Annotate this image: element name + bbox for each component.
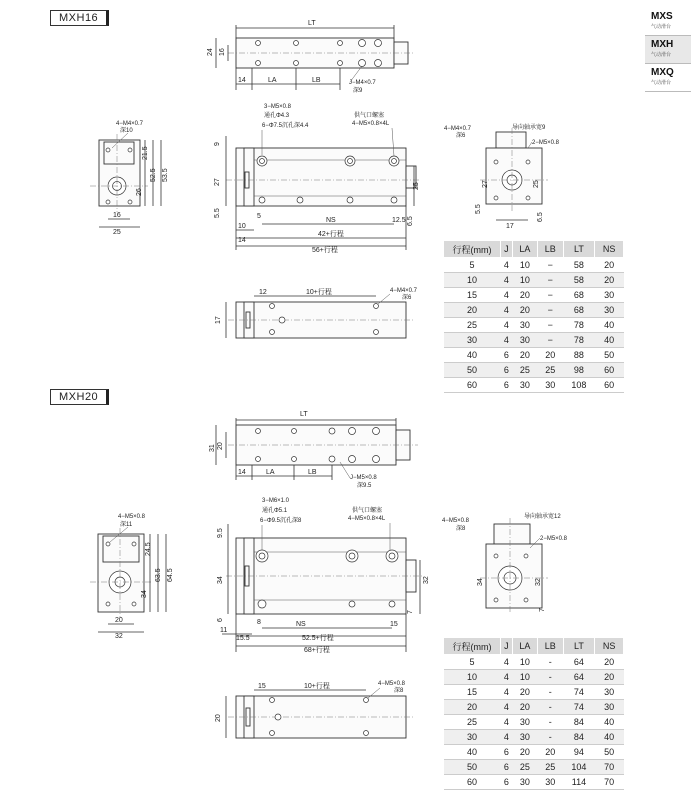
dim-20: 20 <box>215 714 222 722</box>
sidebar-item-code: MXQ <box>651 67 674 78</box>
dim-21-5: 21.5 <box>142 146 149 160</box>
mxh20-stroke-table <box>443 637 624 790</box>
table-cell: 68 <box>563 288 595 303</box>
table-row <box>444 333 624 348</box>
column-header: LB <box>538 638 563 655</box>
table-row <box>444 685 624 700</box>
column-header: LA <box>512 241 537 258</box>
table-row <box>444 760 624 775</box>
note-j-depth: 深9.5 <box>357 483 372 489</box>
note-port-thread: 4−M5×0.8×4L <box>352 121 390 127</box>
dim-h16: 16 <box>219 48 226 56</box>
note-j-thread: J−M4×0.7 <box>349 80 376 86</box>
table-cell: 6 <box>501 348 513 363</box>
dim-64-5: 64.5 <box>167 568 174 582</box>
note-thread: 4−M4×0.7 <box>444 126 472 132</box>
dim-h20: 20 <box>217 442 224 450</box>
note-thread: 4−M5×0.8 <box>378 681 406 687</box>
table-cell: 94 <box>563 745 595 760</box>
dim-25: 25 <box>533 180 540 188</box>
table-cell: 40 <box>595 333 624 348</box>
dim-63-5: 63.5 <box>155 568 162 582</box>
dim-lb: LB <box>312 77 321 84</box>
table-cell: 25 <box>444 715 501 730</box>
mxh20-end-view <box>90 514 174 640</box>
table-cell: 20 <box>538 745 563 760</box>
table-row <box>444 745 624 760</box>
note-depth: 深8 <box>394 688 404 694</box>
column-header: J <box>501 638 513 655</box>
table-body <box>444 655 624 790</box>
dim-25: 25 <box>113 229 121 236</box>
table-row <box>444 348 624 363</box>
table-cell: 6 <box>501 363 513 378</box>
dim-27: 27 <box>214 178 221 186</box>
sidebar-item-code: MXH <box>651 39 674 50</box>
sidebar-item-label: 气动滑台 <box>651 52 672 58</box>
table-cell: 40 <box>595 730 624 745</box>
table-cell: 20 <box>538 348 563 363</box>
mxh20-side-view <box>217 498 430 654</box>
table-row <box>444 715 624 730</box>
dim-9-5: 9.5 <box>217 528 224 538</box>
table-cell: 10 <box>512 670 537 685</box>
table-row <box>444 670 624 685</box>
table-cell: 15 <box>444 685 501 700</box>
table-cell: − <box>538 273 563 288</box>
table-row <box>444 378 624 393</box>
dim-stroke: 10+行程 <box>306 289 332 296</box>
table-cell: 78 <box>563 333 595 348</box>
table-cell: 4 <box>501 700 513 715</box>
table-cell: 30 <box>512 333 537 348</box>
table-cell: - <box>538 670 563 685</box>
table-cell: 30 <box>595 700 624 715</box>
note-depth: 深11 <box>120 522 133 528</box>
table-cell: 30 <box>512 318 537 333</box>
table-cell: 4 <box>501 333 513 348</box>
table-header-row <box>444 241 624 258</box>
dim-11: 11 <box>220 627 228 634</box>
table-cell: 98 <box>563 363 595 378</box>
sidebar-item-label: 气动滑台 <box>651 80 672 86</box>
column-header: LB <box>538 241 563 258</box>
dim-25: 25 <box>413 182 420 190</box>
note-bearing: 导向轴承宽12 <box>524 514 561 520</box>
column-header: LA <box>512 638 537 655</box>
table-row <box>444 273 624 288</box>
table-cell: 58 <box>563 273 595 288</box>
table-cell: − <box>538 318 563 333</box>
dim-52-5: 52.5 <box>150 168 157 182</box>
table-cell: 20 <box>512 348 537 363</box>
table-cell: 10 <box>512 273 537 288</box>
table-cell: 10 <box>512 655 537 670</box>
table-cell: 30 <box>538 378 563 393</box>
dim-6-5: 6.5 <box>407 216 414 226</box>
table-cell: - <box>538 730 563 745</box>
table-row <box>444 363 624 378</box>
table-cell: 20 <box>512 685 537 700</box>
column-header: LT <box>563 241 595 258</box>
table-cell: 25 <box>512 363 537 378</box>
note-depth: 深8 <box>456 526 466 532</box>
table-cell: 20 <box>595 273 624 288</box>
dim-32: 32 <box>115 633 123 640</box>
dim-ns: NS <box>296 621 306 628</box>
mxh20-bottom-view <box>215 681 414 738</box>
table-cell: 74 <box>563 700 595 715</box>
table-cell: 20 <box>595 670 624 685</box>
mxh16-side-view <box>214 104 420 254</box>
table-cell: - <box>538 700 563 715</box>
dim-lt: LT <box>308 20 316 27</box>
table-cell: 4 <box>501 655 513 670</box>
table-cell: 84 <box>563 715 595 730</box>
dim-stroke: 10+行程 <box>304 683 330 690</box>
column-header: NS <box>595 638 624 655</box>
column-header: 行程(mm) <box>444 241 501 258</box>
table-cell: 6 <box>501 775 513 790</box>
table-cell: 50 <box>444 760 501 775</box>
model-label-mxh20: MXH20 <box>50 389 109 405</box>
table-cell: 4 <box>501 258 513 273</box>
dim-6-5: 6.5 <box>537 212 544 222</box>
table-row <box>444 655 624 670</box>
table-cell: 50 <box>595 348 624 363</box>
table-cell: 74 <box>563 685 595 700</box>
dim-15: 15 <box>390 621 398 628</box>
note-m6: 3−M6×1.0 <box>262 498 290 504</box>
note-thread: 4−M5×0.8 <box>118 514 146 520</box>
table-cell: 4 <box>501 730 513 745</box>
note-bearing: 导向轴承宽9 <box>512 125 546 131</box>
column-header: 行程(mm) <box>444 638 501 655</box>
dim-12: 12 <box>259 289 267 296</box>
table-cell: 5 <box>444 655 501 670</box>
table-cell: 40 <box>595 715 624 730</box>
dim-lt: LT <box>300 411 308 418</box>
mxh16-top-view <box>207 20 415 94</box>
dim-32: 32 <box>535 578 542 586</box>
table-cell: − <box>538 288 563 303</box>
sidebar-item-code: MXS <box>651 11 673 22</box>
note-port: 供气口螺塞 <box>354 113 385 119</box>
table-cell: 6 <box>501 760 513 775</box>
table-cell: 10 <box>512 258 537 273</box>
table-cell: 15 <box>444 288 501 303</box>
table-cell: 40 <box>444 348 501 363</box>
table-cell: 6 <box>501 378 513 393</box>
table-row <box>444 303 624 318</box>
table-header-row <box>444 638 624 655</box>
dim-42: 42+行程 <box>318 231 344 238</box>
dim-h31: 31 <box>209 444 216 452</box>
note-j-depth: 深9 <box>353 88 363 94</box>
table-cell: 25 <box>444 318 501 333</box>
table-cell: 30 <box>444 730 501 745</box>
dim-5-5: 5.5 <box>214 208 221 218</box>
table-row <box>444 318 624 333</box>
table-cell: 4 <box>501 715 513 730</box>
table-cell: 4 <box>501 303 513 318</box>
note-counterbore: 6−Φ7.5沉孔深4.4 <box>262 123 309 129</box>
dim-14: 14 <box>238 237 246 244</box>
dim-17: 17 <box>506 223 514 230</box>
table-cell: 60 <box>444 378 501 393</box>
table-cell: 20 <box>444 303 501 318</box>
table-body <box>444 258 624 393</box>
mxh20-top-view <box>209 411 418 489</box>
mxh20-guide-view <box>442 512 568 614</box>
table-cell: 20 <box>512 303 537 318</box>
table-cell: 104 <box>563 760 595 775</box>
table-cell: 25 <box>538 760 563 775</box>
sidebar-item-label: 气动滑台 <box>651 24 672 30</box>
note-counterbore: 6−Φ9.5沉孔深8 <box>260 518 302 524</box>
dim-27: 27 <box>482 180 489 188</box>
dim-12-5: 12.5 <box>392 217 406 224</box>
table-row <box>444 288 624 303</box>
note-thread: 4−M4×0.7 <box>116 121 144 127</box>
table-cell: - <box>538 655 563 670</box>
table-cell: 84 <box>563 730 595 745</box>
dim-5-5: 5.5 <box>475 204 482 214</box>
note-depth: 深6 <box>456 133 466 139</box>
dim-5: 5 <box>257 213 261 220</box>
table-cell: 30 <box>512 775 537 790</box>
note-through-hole: 通孔Φ5.1 <box>262 508 288 514</box>
note-m5: 2−M5×0.8 <box>532 140 560 146</box>
table-cell: 30 <box>538 775 563 790</box>
table-cell: 50 <box>595 745 624 760</box>
table-cell: 108 <box>563 378 595 393</box>
note-depth: 深6 <box>402 295 412 301</box>
table-row <box>444 258 624 273</box>
table-cell: 20 <box>595 655 624 670</box>
table-cell: 25 <box>538 363 563 378</box>
dim-15: 15 <box>258 683 266 690</box>
table-cell: 30 <box>595 685 624 700</box>
dim-la: LA <box>266 469 275 476</box>
note-port: 供气口螺塞 <box>352 508 383 514</box>
column-header: NS <box>595 241 624 258</box>
table-cell: 10 <box>444 670 501 685</box>
table-cell: 58 <box>563 258 595 273</box>
dim-8: 8 <box>257 619 261 626</box>
table-cell: 40 <box>444 745 501 760</box>
dim-34: 34 <box>477 578 484 586</box>
dim-la: LA <box>268 77 277 84</box>
table-cell: 70 <box>595 760 624 775</box>
table-cell: − <box>538 333 563 348</box>
table-cell: 4 <box>501 685 513 700</box>
note-thread: 4−M4×0.7 <box>390 288 418 294</box>
dim-9: 9 <box>214 142 221 146</box>
mxh16-bottom-view <box>215 287 418 338</box>
dim-53-5: 53.5 <box>162 168 169 182</box>
dim-20: 20 <box>115 617 123 624</box>
table-cell: 64 <box>563 655 595 670</box>
column-header: J <box>501 241 513 258</box>
table-cell: 70 <box>595 775 624 790</box>
table-cell: 114 <box>563 775 595 790</box>
table-cell: 30 <box>512 378 537 393</box>
mxh16-stroke-table <box>443 240 624 393</box>
table-cell: 30 <box>444 333 501 348</box>
table-cell: − <box>538 303 563 318</box>
table-row <box>444 730 624 745</box>
table-cell: 40 <box>595 318 624 333</box>
table-cell: 68 <box>563 303 595 318</box>
column-header: LT <box>563 638 595 655</box>
dim-7: 7 <box>407 610 414 614</box>
dim-ns: NS <box>326 217 336 224</box>
dim-52-5: 52.5+行程 <box>302 635 334 642</box>
table-cell: 4 <box>501 288 513 303</box>
dim-7: 7 <box>539 608 546 612</box>
table-cell: - <box>538 715 563 730</box>
dim-16: 16 <box>113 212 121 219</box>
mxh16-end-view <box>90 121 169 236</box>
table-cell: 20 <box>444 700 501 715</box>
table-cell: 30 <box>595 288 624 303</box>
dim-26: 26 <box>136 188 143 196</box>
note-port-thread: 4−M5×0.8×4L <box>348 516 386 522</box>
table-cell: 60 <box>444 775 501 790</box>
table-cell: 50 <box>444 363 501 378</box>
table-cell: 88 <box>563 348 595 363</box>
table-cell: 30 <box>512 730 537 745</box>
note-thread: 4−M5×0.8 <box>442 518 470 524</box>
dim-34: 34 <box>141 590 148 598</box>
dim-15-5: 15.5 <box>236 635 250 642</box>
dim-w14: 14 <box>238 469 246 476</box>
note-depth: 深10 <box>120 128 133 134</box>
table-cell: − <box>538 258 563 273</box>
table-cell: - <box>538 685 563 700</box>
dim-34: 34 <box>217 576 224 584</box>
table-cell: 30 <box>512 715 537 730</box>
dim-56: 56+行程 <box>312 247 338 254</box>
model-label-mxh16: MXH16 <box>50 10 109 26</box>
dim-w14: 14 <box>238 77 246 84</box>
table-row <box>444 775 624 790</box>
dim-32: 32 <box>423 576 430 584</box>
table-cell: 20 <box>512 288 537 303</box>
dim-6: 6 <box>217 618 224 622</box>
table-cell: 10 <box>444 273 501 288</box>
table-cell: 20 <box>512 745 537 760</box>
table-cell: 60 <box>595 363 624 378</box>
table-cell: 4 <box>501 318 513 333</box>
note-m5: 2−M5×0.8 <box>540 536 568 542</box>
table-cell: 5 <box>444 258 501 273</box>
note-m5: 3−M5×0.8 <box>264 104 292 110</box>
mxh16-guide-view <box>444 123 560 230</box>
dim-24-5: 24.5 <box>145 542 152 556</box>
dim-lb: LB <box>308 469 317 476</box>
table-cell: 64 <box>563 670 595 685</box>
table-cell: 20 <box>595 258 624 273</box>
table-cell: 4 <box>501 670 513 685</box>
note-through-hole: 通孔Φ4.3 <box>264 113 290 119</box>
dim-h24: 24 <box>207 48 214 56</box>
dim-17: 17 <box>215 316 222 324</box>
table-cell: 30 <box>595 303 624 318</box>
table-cell: 60 <box>595 378 624 393</box>
table-row <box>444 700 624 715</box>
table-cell: 78 <box>563 318 595 333</box>
table-cell: 4 <box>501 273 513 288</box>
table-cell: 20 <box>512 700 537 715</box>
table-cell: 6 <box>501 745 513 760</box>
note-j-thread: J−M5×0.8 <box>350 475 377 481</box>
dim-10: 10 <box>238 223 246 230</box>
dim-68: 68+行程 <box>304 647 330 654</box>
table-cell: 25 <box>512 760 537 775</box>
